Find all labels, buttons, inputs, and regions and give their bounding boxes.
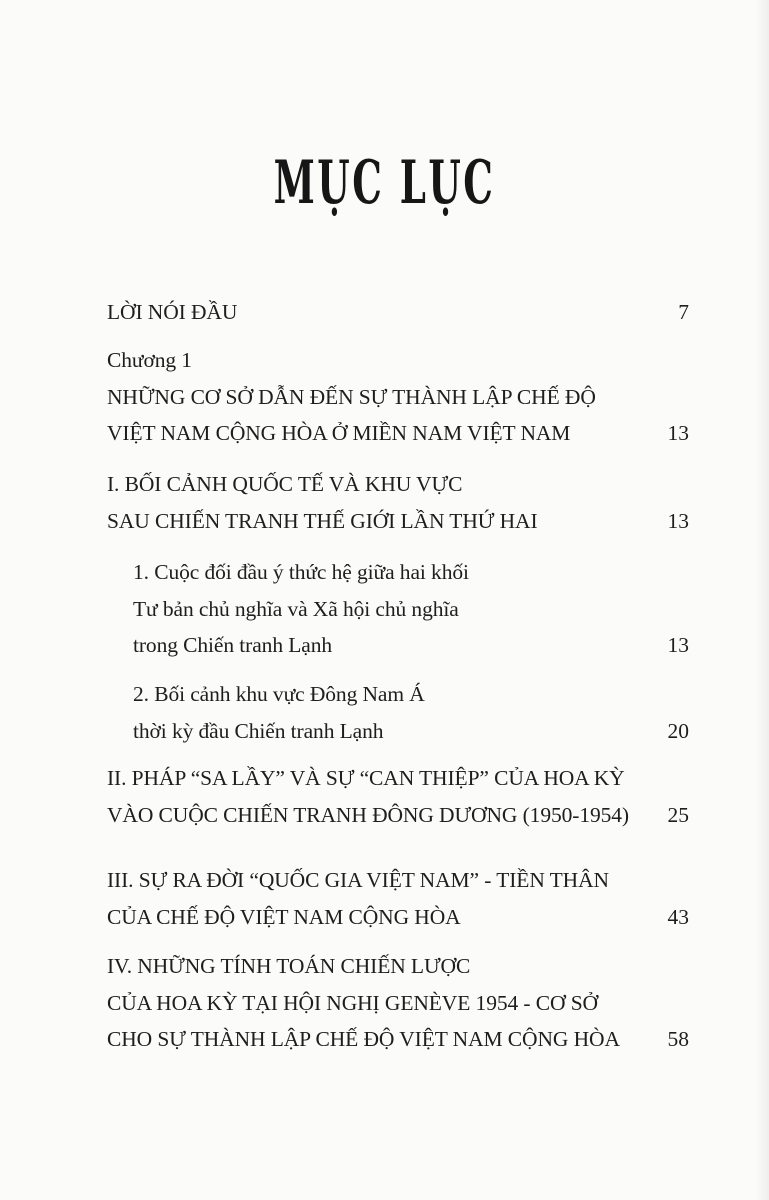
- toc-entry-subsection-1[interactable]: [133, 554, 689, 664]
- toc-entry-line: 2. Bối cảnh khu vực Đông Nam Á: [133, 682, 425, 706]
- toc-page-number: 7: [678, 300, 689, 324]
- toc-entry-line: CỦA CHẾ ĐỘ VIỆT NAM CỘNG HÒA: [107, 904, 461, 929]
- toc-entry-line: VÀO CUỘC CHIẾN TRANH ĐÔNG DƯƠNG (1950-1954): [107, 802, 629, 827]
- toc-entry-line: trong Chiến tranh Lạnh: [133, 633, 333, 657]
- toc-entry-line: thời kỳ đầu Chiến tranh Lạnh: [133, 718, 384, 743]
- toc-entry-preface[interactable]: [107, 294, 689, 331]
- toc-entry-section-2[interactable]: [107, 760, 689, 833]
- toc-entry-line: III. SỰ RA ĐỜI “QUỐC GIA VIỆT NAM” - TIỀN THÂN: [107, 868, 609, 892]
- toc-entry-line: NHỮNG CƠ SỞ DẪN ĐẾN SỰ THÀNH LẬP CHẾ ĐỘ: [107, 384, 596, 409]
- toc-entry-line: CHO SỰ THÀNH LẬP CHẾ ĐỘ VIỆT NAM CỘNG HÒA: [107, 1027, 620, 1051]
- toc-entry-line: I. BỐI CẢNH QUỐC TẾ VÀ KHU VỰC: [107, 472, 463, 496]
- toc-entry-chapter-1[interactable]: [107, 342, 689, 452]
- toc-page-number: 13: [667, 633, 689, 657]
- toc-entry-section-4[interactable]: [107, 948, 689, 1058]
- toc-entry-section-3[interactable]: [107, 862, 689, 935]
- toc-entry-line: VIỆT NAM CỘNG HÒA Ở MIỀN NAM VIỆT NAM: [107, 421, 571, 445]
- toc-entry-line: IV. NHỮNG TÍNH TOÁN CHIẾN LƯỢC: [107, 954, 471, 978]
- toc-page-number: 43: [667, 904, 689, 929]
- toc-entry-subsection-2[interactable]: [133, 676, 689, 749]
- page-edge-shadow: [755, 0, 769, 1200]
- toc-entry-line: II. PHÁP “SA LẦY” VÀ SỰ “CAN THIỆP” CỦA HOA KỲ: [107, 766, 625, 790]
- toc-entry-line: Chương 1: [107, 348, 192, 372]
- toc-entry-line: LỜI NÓI ĐẦU: [107, 300, 238, 324]
- toc-page-number: 20: [667, 718, 689, 743]
- toc-page-number: 25: [667, 802, 689, 827]
- toc-entry-line: 1. Cuộc đối đầu ý thức hệ giữa hai khối: [133, 560, 469, 584]
- toc-page-number: 13: [667, 421, 689, 445]
- toc-entry-line: CỦA HOA KỲ TẠI HỘI NGHỊ GENÈVE 1954 - CƠ SỞ: [107, 990, 598, 1015]
- toc-entry-section-1[interactable]: [107, 466, 689, 539]
- toc-entry-line: SAU CHIẾN TRANH THẾ GIỚI LẦN THỨ HAI: [107, 508, 538, 533]
- toc-page-number: 58: [667, 1027, 689, 1051]
- page-title: MỤC LỤC: [273, 148, 496, 218]
- toc-page-number: 13: [667, 508, 689, 533]
- toc-entry-line: Tư bản chủ nghĩa và Xã hội chủ nghĩa: [133, 596, 459, 621]
